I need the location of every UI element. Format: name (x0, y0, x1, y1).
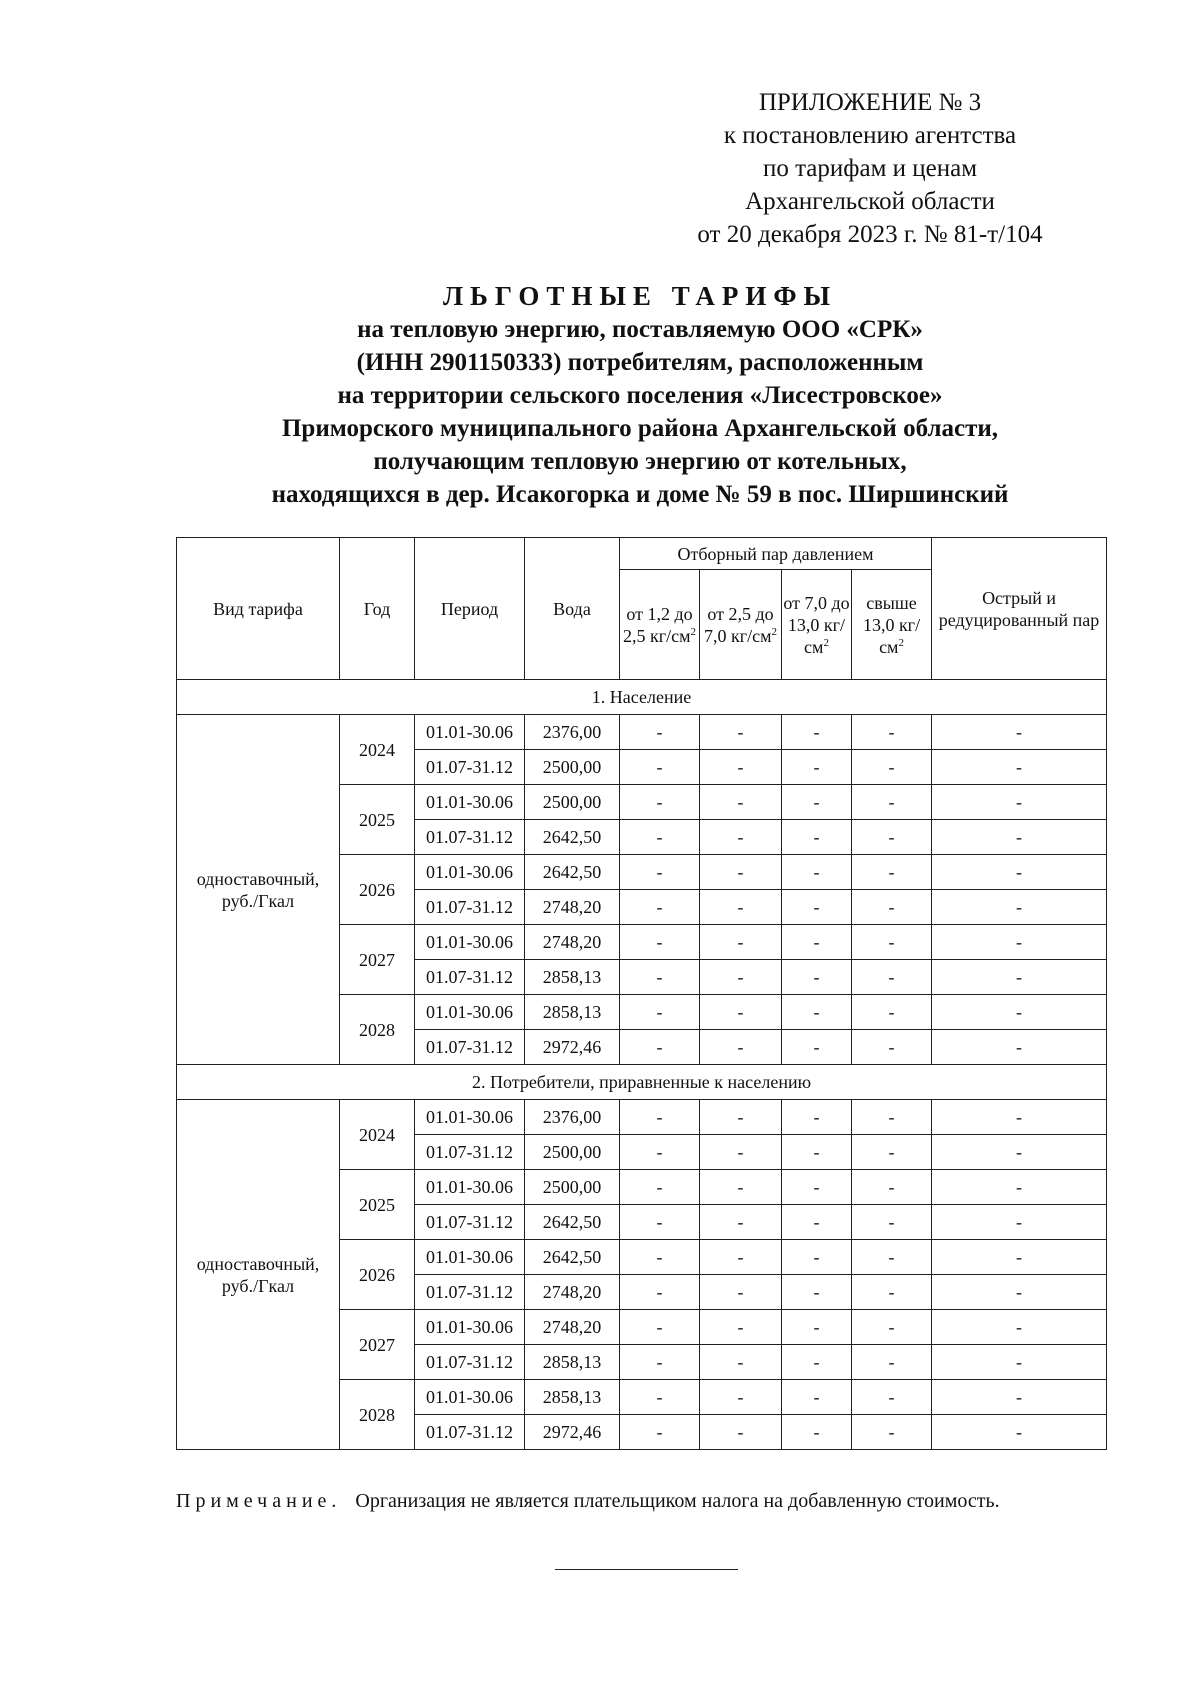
empty-value-cell: - (700, 1310, 782, 1345)
period-cell: 01.01-30.06 (415, 1380, 525, 1415)
empty-value-cell: - (700, 1100, 782, 1135)
period-cell: 01.01-30.06 (415, 925, 525, 960)
empty-value-cell: - (932, 750, 1107, 785)
empty-value-cell: - (852, 890, 932, 925)
empty-value-cell: - (852, 1380, 932, 1415)
empty-value-cell: - (932, 820, 1107, 855)
section-row (177, 680, 1107, 715)
appendix-line: по тарифам и ценам (762, 155, 978, 182)
period-cell: 01.07-31.12 (415, 1135, 525, 1170)
empty-value-cell: - (782, 715, 852, 750)
end-separator-line (555, 1569, 738, 1570)
empty-value-cell: - (620, 715, 700, 750)
title-heading: ЛЬГОТНЫЕ ТАРИФЫ (442, 281, 838, 311)
empty-value-cell: - (852, 1415, 932, 1450)
empty-value-cell: - (932, 1380, 1107, 1415)
empty-value-cell: - (620, 1205, 700, 1240)
empty-value-cell: - (620, 1310, 700, 1345)
water-cell: 2748,20 (525, 890, 620, 925)
header-steam-2: от 2,5 до 7,0 $кг/см^2$ (700, 570, 782, 680)
empty-value-cell: - (700, 890, 782, 925)
water-cell: 2642,50 (525, 855, 620, 890)
empty-value-cell: - (852, 1275, 932, 1310)
title-line: (ИНН 2901150333) потребителям, расположенным (356, 349, 924, 376)
footnote-text: Организация не является плательщиком налога на добавленную стоимость. (355, 1490, 1000, 1512)
empty-value-cell: - (620, 750, 700, 785)
empty-value-cell: - (852, 1310, 932, 1345)
empty-value-cell: - (932, 1205, 1107, 1240)
year-cell: 2026 (340, 855, 415, 925)
empty-value-cell: - (932, 1310, 1107, 1345)
year-cell: 2026 (340, 1240, 415, 1310)
empty-value-cell: - (700, 715, 782, 750)
title-line: Приморского муниципального района Архангельской области, (281, 415, 999, 442)
period-cell: 01.01-30.06 (415, 995, 525, 1030)
empty-value-cell: - (782, 820, 852, 855)
empty-value-cell: - (782, 890, 852, 925)
period-cell: 01.07-31.12 (415, 1345, 525, 1380)
appendix-line: к постановлению агентства (723, 122, 1017, 149)
water-cell: 2858,13 (525, 995, 620, 1030)
year-cell: 2028 (340, 1380, 415, 1450)
water-cell: 2376,00 (525, 1100, 620, 1135)
appendix-block (600, 86, 1140, 251)
header-year: Год (340, 538, 415, 680)
period-cell: 01.01-30.06 (415, 855, 525, 890)
empty-value-cell: - (700, 1030, 782, 1065)
empty-value-cell: - (932, 1345, 1107, 1380)
empty-value-cell: - (782, 1170, 852, 1205)
period-cell: 01.07-31.12 (415, 890, 525, 925)
empty-value-cell: - (700, 785, 782, 820)
water-cell: 2500,00 (525, 1170, 620, 1205)
empty-value-cell: - (620, 890, 700, 925)
empty-value-cell: - (700, 1415, 782, 1450)
empty-value-cell: - (782, 960, 852, 995)
empty-value-cell: - (932, 1240, 1107, 1275)
empty-value-cell: - (620, 925, 700, 960)
appendix-date: от 20 декабря 2023 г. № 81-т/104 (697, 221, 1043, 248)
title-line: на территории сельского поселения «Лисестровское» (337, 382, 943, 409)
header-steam-1: от 1,2 до 2,5 $кг/см^2$ (620, 570, 700, 680)
empty-value-cell: - (852, 1345, 932, 1380)
appendix-number: ПРИЛОЖЕНИЕ № 3 (758, 89, 982, 116)
empty-value-cell: - (700, 820, 782, 855)
empty-value-cell: - (620, 1100, 700, 1135)
tariff-table (176, 537, 1107, 1450)
empty-value-cell: - (852, 1205, 932, 1240)
empty-value-cell: - (852, 820, 932, 855)
period-cell: 01.07-31.12 (415, 1205, 525, 1240)
empty-value-cell: - (620, 995, 700, 1030)
empty-value-cell: - (782, 925, 852, 960)
empty-value-cell: - (620, 1170, 700, 1205)
section-title: 2. Потребители, приравненные к населению (177, 1065, 1107, 1100)
empty-value-cell: - (700, 1345, 782, 1380)
water-cell: 2642,50 (525, 820, 620, 855)
period-cell: 01.07-31.12 (415, 1415, 525, 1450)
header-steam-3: от 7,0 до 13,0 $кг/см^2$ (782, 570, 852, 680)
empty-value-cell: - (852, 960, 932, 995)
empty-value-cell: - (852, 1100, 932, 1135)
empty-value-cell: - (620, 1345, 700, 1380)
empty-value-cell: - (620, 820, 700, 855)
water-cell: 2642,50 (525, 1205, 620, 1240)
empty-value-cell: - (932, 995, 1107, 1030)
water-cell: 2748,20 (525, 1310, 620, 1345)
water-cell: 2500,00 (525, 1135, 620, 1170)
footnote (176, 1490, 1000, 1513)
empty-value-cell: - (782, 1380, 852, 1415)
empty-value-cell: - (932, 1135, 1107, 1170)
table-row (177, 1100, 1107, 1135)
empty-value-cell: - (932, 1275, 1107, 1310)
period-cell: 01.01-30.06 (415, 1310, 525, 1345)
period-cell: 01.01-30.06 (415, 1170, 525, 1205)
year-cell: 2028 (340, 995, 415, 1065)
empty-value-cell: - (700, 1170, 782, 1205)
empty-value-cell: - (620, 1135, 700, 1170)
empty-value-cell: - (782, 1415, 852, 1450)
empty-value-cell: - (782, 1030, 852, 1065)
empty-value-cell: - (620, 1030, 700, 1065)
empty-value-cell: - (852, 1240, 932, 1275)
water-cell: 2748,20 (525, 1275, 620, 1310)
water-cell: 2376,00 (525, 715, 620, 750)
empty-value-cell: - (852, 785, 932, 820)
year-cell: 2027 (340, 1310, 415, 1380)
empty-value-cell: - (620, 1240, 700, 1275)
water-cell: 2500,00 (525, 785, 620, 820)
empty-value-cell: - (852, 855, 932, 890)
empty-value-cell: - (932, 925, 1107, 960)
header-period: Период (415, 538, 525, 680)
table-body (177, 680, 1107, 1450)
header-tariff-type: Вид тарифа (177, 538, 340, 680)
empty-value-cell: - (620, 1275, 700, 1310)
empty-value-cell: - (700, 1240, 782, 1275)
empty-value-cell: - (932, 1100, 1107, 1135)
empty-value-cell: - (932, 1415, 1107, 1450)
empty-value-cell: - (700, 925, 782, 960)
empty-value-cell: - (782, 855, 852, 890)
water-cell: 2858,13 (525, 1345, 620, 1380)
water-cell: 2748,20 (525, 925, 620, 960)
empty-value-cell: - (700, 1205, 782, 1240)
water-cell: 2972,46 (525, 1415, 620, 1450)
period-cell: 01.07-31.12 (415, 1030, 525, 1065)
empty-value-cell: - (700, 1275, 782, 1310)
empty-value-cell: - (852, 995, 932, 1030)
empty-value-cell: - (932, 855, 1107, 890)
year-cell: 2027 (340, 925, 415, 995)
period-cell: 01.07-31.12 (415, 960, 525, 995)
empty-value-cell: - (782, 1135, 852, 1170)
empty-value-cell: - (932, 1030, 1107, 1065)
table-row (177, 715, 1107, 750)
period-cell: 01.01-30.06 (415, 785, 525, 820)
water-cell: 2500,00 (525, 750, 620, 785)
empty-value-cell: - (700, 855, 782, 890)
header-water: Вода (525, 538, 620, 680)
period-cell: 01.01-30.06 (415, 1100, 525, 1135)
empty-value-cell: - (852, 715, 932, 750)
water-cell: 2858,13 (525, 960, 620, 995)
header-steam-group: Отборный пар давлением (620, 538, 932, 570)
empty-value-cell: - (782, 1100, 852, 1135)
period-cell: 01.07-31.12 (415, 750, 525, 785)
period-cell: 01.07-31.12 (415, 1275, 525, 1310)
empty-value-cell: - (620, 855, 700, 890)
year-cell: 2024 (340, 715, 415, 785)
empty-value-cell: - (620, 785, 700, 820)
document-title (120, 280, 1160, 511)
title-line: находящихся в дер. Исакогорка и доме № 59 в пос. Ширшинский (271, 481, 1009, 508)
section-title: 1. Население (177, 680, 1107, 715)
water-cell: 2858,13 (525, 1380, 620, 1415)
empty-value-cell: - (932, 960, 1107, 995)
year-cell: 2025 (340, 1170, 415, 1240)
empty-value-cell: - (852, 750, 932, 785)
empty-value-cell: - (852, 925, 932, 960)
empty-value-cell: - (852, 1030, 932, 1065)
empty-value-cell: - (782, 750, 852, 785)
appendix-line: Архангельской области (745, 188, 995, 215)
period-cell: 01.01-30.06 (415, 715, 525, 750)
tariff-type-cell: одноставочный, руб./Гкал (177, 715, 340, 1065)
period-cell: 01.01-30.06 (415, 1240, 525, 1275)
period-cell: 01.07-31.12 (415, 820, 525, 855)
water-cell: 2642,50 (525, 1240, 620, 1275)
empty-value-cell: - (932, 785, 1107, 820)
title-line: на тепловую энергию, поставляемую ООО «СРК» (357, 316, 923, 343)
header-steam-4: свыше 13,0 $кг/см^2$ (852, 570, 932, 680)
empty-value-cell: - (700, 995, 782, 1030)
empty-value-cell: - (700, 960, 782, 995)
year-cell: 2025 (340, 785, 415, 855)
empty-value-cell: - (620, 1380, 700, 1415)
empty-value-cell: - (700, 1135, 782, 1170)
empty-value-cell: - (700, 1380, 782, 1415)
section-row (177, 1065, 1107, 1100)
empty-value-cell: - (782, 1205, 852, 1240)
empty-value-cell: - (932, 1170, 1107, 1205)
empty-value-cell: - (782, 785, 852, 820)
year-cell: 2024 (340, 1100, 415, 1170)
tariff-type-cell: одноставочный, руб./Гкал (177, 1100, 340, 1450)
empty-value-cell: - (782, 995, 852, 1030)
empty-value-cell: - (620, 1415, 700, 1450)
empty-value-cell: - (620, 960, 700, 995)
empty-value-cell: - (782, 1310, 852, 1345)
empty-value-cell: - (932, 715, 1107, 750)
empty-value-cell: - (782, 1240, 852, 1275)
header-sharp-steam: Острый и редуцированный пар (932, 538, 1107, 680)
water-cell: 2972,46 (525, 1030, 620, 1065)
empty-value-cell: - (700, 750, 782, 785)
empty-value-cell: - (932, 890, 1107, 925)
empty-value-cell: - (852, 1170, 932, 1205)
title-line: получающим тепловую энергию от котельных, (373, 448, 907, 475)
empty-value-cell: - (852, 1135, 932, 1170)
empty-value-cell: - (782, 1275, 852, 1310)
empty-value-cell: - (782, 1345, 852, 1380)
footnote-label: Примечание. (176, 1490, 342, 1512)
